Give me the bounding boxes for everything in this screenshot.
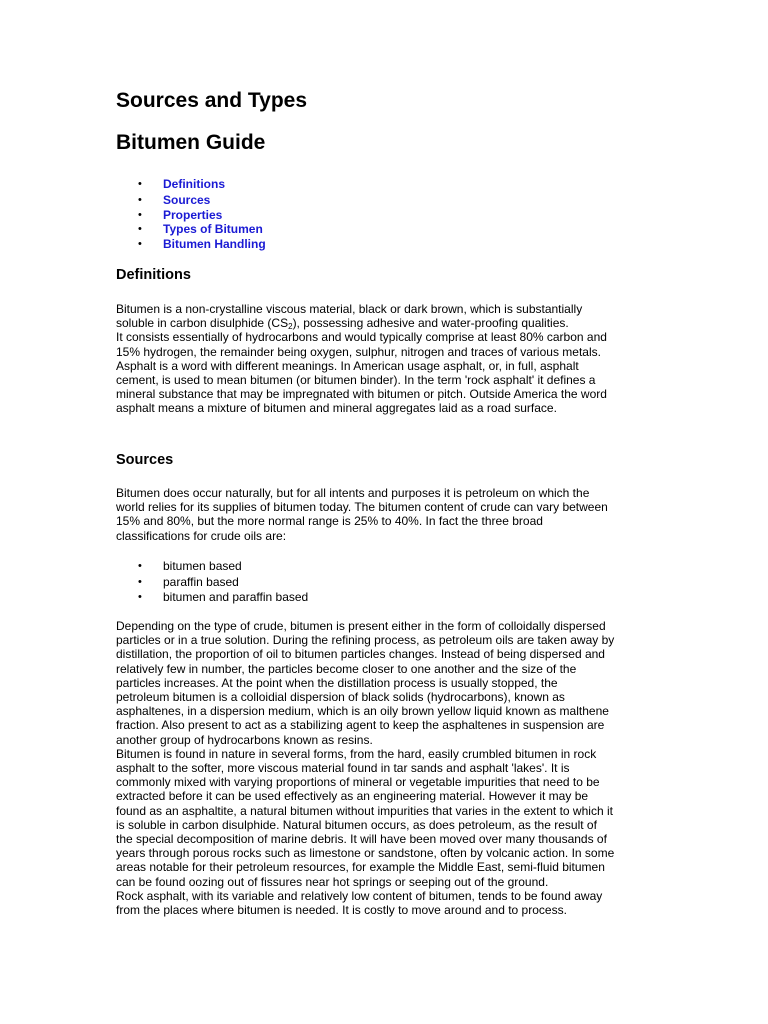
text-line: is soluble in carbon disulphide. Natural bitumen occurs, as does petroleum, as the result of — [116, 817, 597, 832]
text-line: cement, is used to mean bitumen (or bitumen binder). In the term 'rock asphalt' it defines a — [116, 373, 596, 388]
list-item-label: bitumen based — [163, 559, 242, 573]
text-line: can be found oozing out of fissures near hot springs or seeping out of the ground. — [116, 874, 549, 889]
list-item — [116, 590, 308, 606]
text-line: Bitumen is a non-crystalline viscous material, black or dark brown, which is substantially — [116, 302, 583, 316]
text-line: from the places where bitumen is needed. It is costly to move around and to process. — [116, 903, 567, 918]
crude-classification-list — [116, 559, 308, 606]
text-line: asphalt to the softer, more viscous material found in tar sands and asphalt 'lakes'. It is — [116, 761, 570, 776]
text-line: 15% hydrogen, the remainder being oxygen, sulphur, nitrogen and traces of various metals. — [116, 344, 601, 359]
page-subtitle: Bitumen Guide — [116, 131, 266, 154]
text-line: the special decomposition of marine debris. It will have been moved over many thousands of — [116, 832, 607, 847]
definitions-heading: Definitions — [116, 267, 191, 283]
text-line: world relies for its supplies of bitumen today. The bitumen content of crude can vary between — [116, 500, 608, 515]
text-line: Rock asphalt, with its variable and relatively low content of bitumen, tends to be found away — [116, 888, 603, 903]
page-title: Sources and Types — [116, 89, 308, 112]
text-line — [116, 316, 656, 330]
text-line: petroleum bitumen is a colloidial dispersion of black solids (hydrocarbons), known as — [116, 690, 565, 705]
toc-item-sources — [116, 193, 266, 208]
text-line: found as an asphaltite, a natural bitumen without impurities that varies in the extent to which it — [116, 803, 613, 818]
text-line: distillation, the proportion of oil to bitumen particles changes. Instead of being dispersed and — [116, 647, 605, 662]
bullet-icon: • — [138, 237, 142, 250]
text-line: Depending on the type of crude, bitumen is present either in the form of colloidally dispersed — [116, 619, 606, 633]
sources-body-paragraph — [116, 619, 656, 917]
text-line: particles or in a true solution. During the refining process, as petroleum oils are taken away by — [116, 633, 615, 648]
toc-link-types-of-bitumen[interactable]: Types of Bitumen — [163, 222, 263, 236]
text-line: commonly mixed with varying proportions of mineral or vegetable impurities that need to be — [116, 775, 600, 790]
table-of-contents — [116, 177, 266, 251]
toc-item-properties — [116, 208, 266, 223]
text-span: soluble in carbon disulphide (CS — [116, 316, 289, 331]
text-span: ), possessing adhesive and water-proofing qualities. — [292, 316, 569, 331]
bullet-icon: • — [138, 591, 142, 603]
text-line: 15% and 80%, but the more normal range is 25% to 40%. In fact the three broad — [116, 514, 543, 529]
bullet-icon: • — [138, 178, 142, 190]
text-line: classifications for crude oils are: — [116, 528, 287, 543]
toc-link-sources[interactable]: Sources — [163, 193, 211, 207]
list-item-label: bitumen and paraffin based — [163, 590, 309, 604]
text-line: particles increases. At the point when the distillation process is usually stopped, the — [116, 675, 558, 690]
text-line: relatively few in number, the particles become closer to one another and the size of the — [116, 661, 577, 676]
toc-link-properties[interactable]: Properties — [163, 207, 223, 222]
bullet-icon: • — [138, 575, 142, 588]
list-item-label: paraffin based — [163, 574, 239, 589]
subscript: 2 — [288, 322, 293, 332]
sources-heading: Sources — [116, 452, 174, 468]
sources-intro-paragraph — [116, 486, 656, 543]
toc-item-types-of-bitumen — [116, 222, 266, 237]
text-line: It consists essentially of hydrocarbons and would typically comprise at least 80% carbon and — [116, 330, 607, 345]
definitions-paragraph — [116, 302, 656, 416]
text-line: Asphalt is a word with different meanings. In American usage asphalt, or, in full, asphalt — [116, 358, 579, 373]
text-line: extracted before it can be used effectively as an engineering material. However it may be — [116, 789, 589, 804]
toc-item-bitumen-handling — [116, 237, 266, 252]
text-line: mineral substance that may be impregnated with bitumen or pitch. Outside America the word — [116, 387, 607, 402]
text-line: years through porous rocks such as limestone or sandstone, often by volcanic action. In some — [116, 846, 615, 861]
text-line: Bitumen is found in nature in several forms, from the hard, easily crumbled bitumen in rock — [116, 746, 597, 761]
text-line: another group of hydrocarbons known as resins. — [116, 732, 373, 747]
toc-link-bitumen-handling[interactable]: Bitumen Handling — [163, 236, 266, 251]
text-line: asphalt means a mixture of bitumen and mineral aggregates laid as a road surface. — [116, 401, 557, 416]
text-line: fraction. Also present to act as a stabilizing agent to keep the asphaltenes in suspension are — [116, 718, 605, 733]
toc-link-definitions[interactable]: Definitions — [163, 177, 225, 191]
bullet-icon: • — [138, 208, 142, 221]
toc-item-definitions — [116, 177, 266, 192]
list-item — [116, 559, 308, 575]
text-line: Bitumen does occur naturally, but for all intents and purposes it is petroleum on which the — [116, 486, 590, 500]
bullet-icon: • — [138, 560, 142, 572]
text-line: areas notable for their petroleum resources, for example the Middle East, semi-fluid bitumen — [116, 860, 605, 875]
list-item — [116, 575, 308, 591]
bullet-icon: • — [138, 194, 142, 206]
text-line: asphaltenes, in a dispersion medium, which is an oily brown yellow liquid known as malthene — [116, 704, 609, 719]
bullet-icon: • — [138, 223, 142, 235]
